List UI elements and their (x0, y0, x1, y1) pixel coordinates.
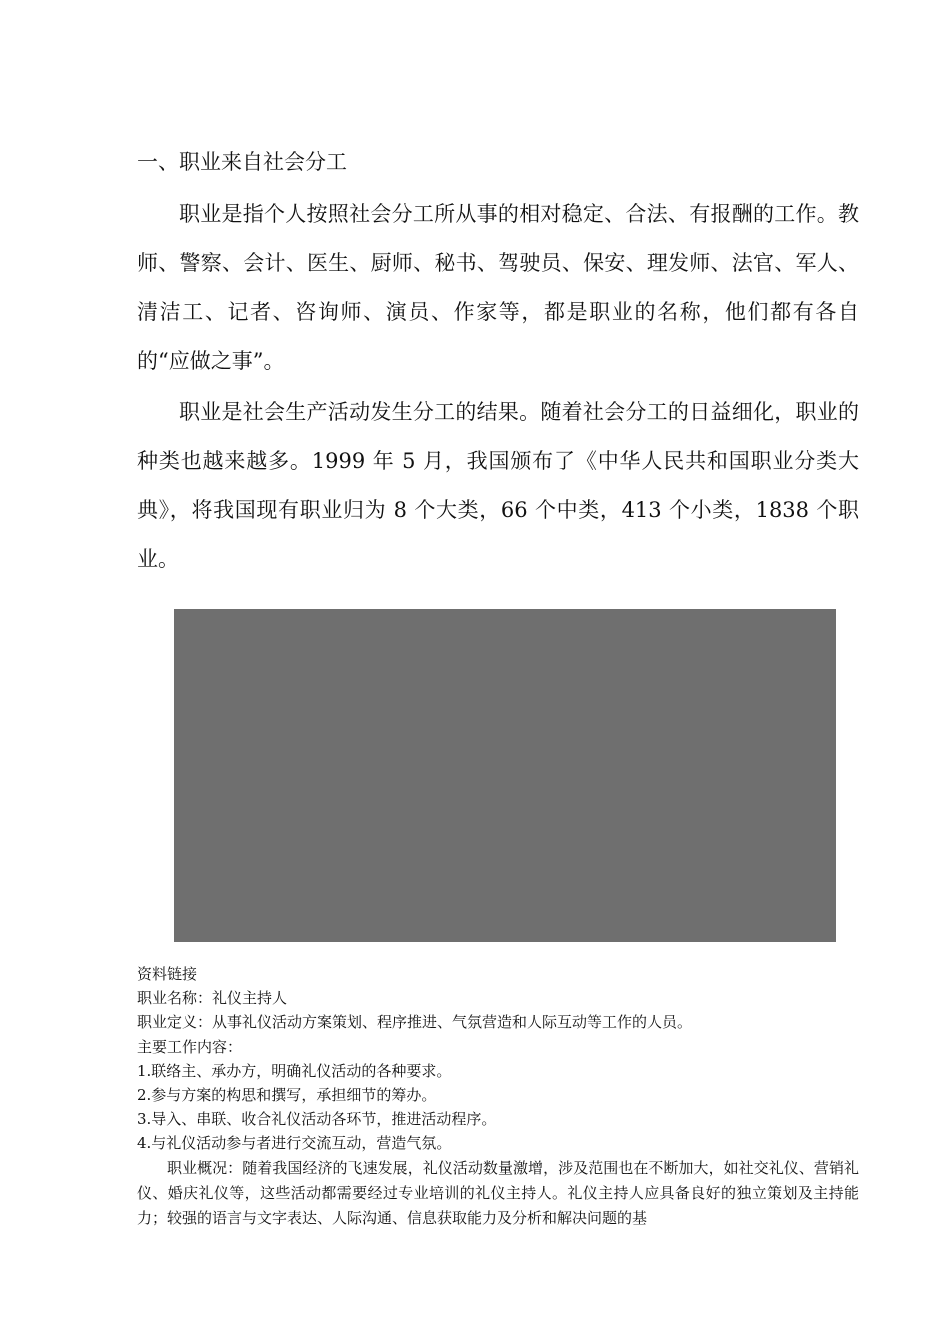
section-heading: 一、职业来自社会分工 (137, 150, 347, 174)
resource-overview: 职业概况：随着我国经济的飞速发展，礼仪活动数量激增，涉及范围也在不断加大，如社交礼仪、营销礼仪、婚庆礼仪等，这些活动都需要经过专业培训的礼仪主持人。礼仪主持人应具备良好的独立策划及主持能力；较强的语言与文字表达、人际沟通、信息获取能力及分析和解决问题的基 (137, 1159, 859, 1227)
resource-item: 2.参与方案的构思和撰写，承担细节的筹办。 (137, 1086, 437, 1104)
paragraph-classification: 职业是社会生产活动发生分工的结果。随着社会分工的日益细化，职业的种类也越来越多。1999 年 5 月，我国颁布了《中华人民共和国职业分类大典》，将我国现有职业归为 8 个大类，66 个中类，413 个小类，1838 个职业。 (137, 400, 859, 571)
resource-name-line: 职业名称：礼仪主持人 (137, 989, 288, 1007)
resource-title: 资料链接 (137, 965, 198, 983)
resource-item: 3.导入、串联、收合礼仪活动各环节，推进活动程序。 (137, 1110, 497, 1128)
paragraph-definition: 职业是指个人按照社会分工所从事的相对稳定、合法、有报酬的工作。教师、警察、会计、医生、厨师、秘书、驾驶员、保安、理发师、法官、军人、清洁工、记者、咨询师、演员、作家等，都是职业的名称，他们都有各自的“应做之事”。 (137, 202, 859, 373)
resource-content-heading: 主要工作内容： (137, 1038, 243, 1056)
resource-definition-line: 职业定义：从事礼仪活动方案策划、程序推进、气氛营造和人际互动等工作的人员。 (137, 1013, 693, 1031)
figure-image-placeholder (174, 609, 836, 942)
resource-item: 4.与礼仪活动参与者进行交流互动，营造气氛。 (137, 1134, 452, 1152)
resource-item: 1.联络主、承办方，明确礼仪活动的各种要求。 (137, 1062, 452, 1080)
